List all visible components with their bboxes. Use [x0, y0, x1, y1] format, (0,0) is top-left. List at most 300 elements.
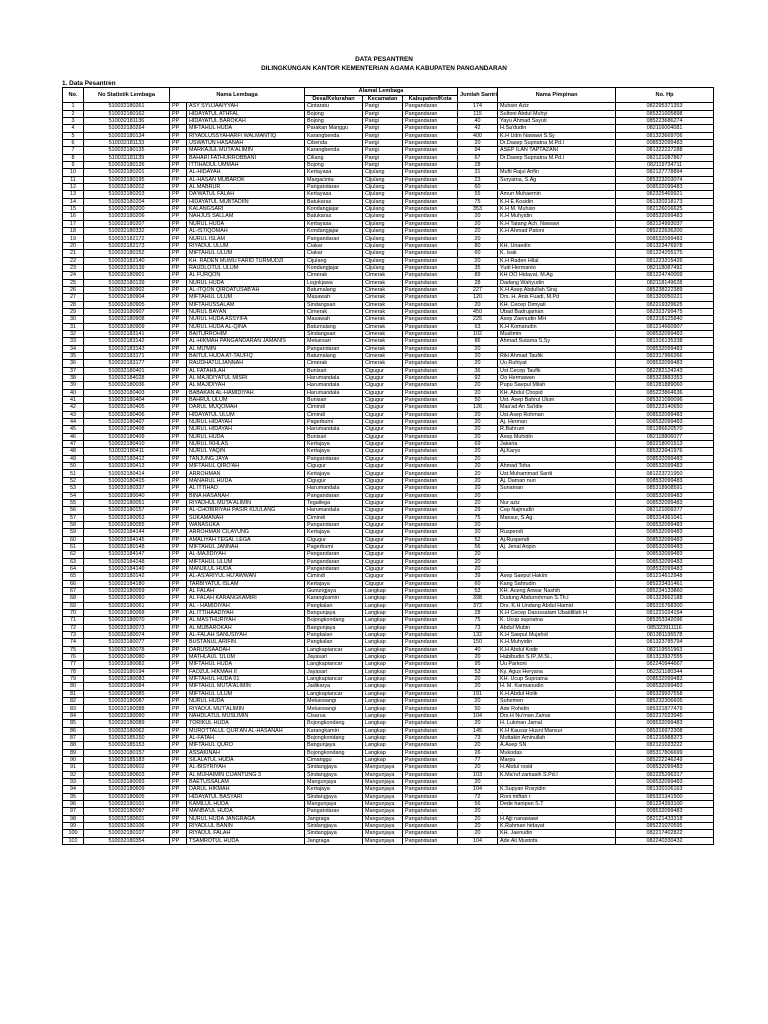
cell-type: PP: [170, 382, 187, 389]
cell-pimpinan: KH. Cecep Dimyati: [498, 301, 616, 308]
cell-type: PP: [170, 301, 187, 308]
cell-type: PP: [170, 286, 187, 293]
table-row: [63, 734, 714, 741]
cell-no: 58: [63, 521, 84, 528]
cell-santri: 73: [458, 734, 498, 741]
cell-nsl: 510032180077: [84, 639, 170, 646]
cell-kecamatan: Langkap: [363, 595, 403, 602]
cell-desa: Mekarwangi: [305, 698, 363, 705]
cell-type: PP: [170, 110, 187, 117]
cell-santri: 20: [458, 764, 498, 771]
table-row: [63, 154, 714, 161]
cell-type: PP: [170, 815, 187, 822]
cell-desa: Mekarwangi: [305, 705, 363, 712]
cell-kabupaten: Pangandaran: [403, 529, 458, 536]
cell-hp: 008532099483: [616, 676, 714, 683]
cell-kecamatan: Mangunjaya: [363, 786, 403, 793]
cell-type: PP: [170, 375, 187, 382]
table-row: [63, 595, 714, 602]
cell-nama: ASY SYUJAAIYYAH: [187, 103, 305, 110]
cell-pimpinan: [498, 565, 616, 572]
cell-nsl: 510032180148: [84, 543, 170, 550]
cell-kabupaten: Pangandaran: [403, 764, 458, 771]
cell-pimpinan: K.H E.Kosidin: [498, 198, 616, 205]
header-jumlah-santri: Jumlah Santri: [458, 88, 498, 103]
cell-santri: 104: [458, 712, 498, 719]
cell-no: 6: [63, 140, 84, 147]
cell-kecamatan: Cigugur: [363, 558, 403, 565]
cell-santri: 20: [458, 257, 498, 264]
cell-kecamatan: Mangunjaya: [363, 815, 403, 822]
cell-kabupaten: Pangandaran: [403, 470, 458, 477]
cell-desa: Legokjawa: [305, 279, 363, 286]
cell-kabupaten: Pangandaran: [403, 411, 458, 418]
cell-hp: 008532099483: [616, 213, 714, 220]
cell-kabupaten: Pangandaran: [403, 338, 458, 345]
cell-type: PP: [170, 830, 187, 837]
cell-nsl: 510032180157: [84, 749, 170, 756]
cell-hp: 008532099483: [616, 521, 714, 528]
cell-no: 13: [63, 191, 84, 198]
cell-no: 28: [63, 301, 84, 308]
cell-hp: 081214660907: [616, 323, 714, 330]
cell-nsl: 510032180139: [84, 264, 170, 271]
cell-pimpinan: [498, 521, 616, 528]
table-row: [63, 778, 714, 785]
cell-hp: 008532099483: [616, 764, 714, 771]
table-row: [63, 301, 714, 308]
cell-pimpinan: Muttakin Aminullah: [498, 734, 616, 741]
cell-no: 23: [63, 264, 84, 271]
cell-santri: 67: [458, 154, 498, 161]
cell-pimpinan: Riki Ahmad Taufik: [498, 352, 616, 359]
cell-kecamatan: Cigugur: [363, 448, 403, 455]
cell-nama: RIYADUL ULUM: [187, 242, 305, 249]
cell-no: 39: [63, 382, 84, 389]
table-row: [63, 103, 714, 110]
table-row: [63, 286, 714, 293]
cell-type: PP: [170, 272, 187, 279]
cell-nama: NURUL ISLAM: [187, 235, 305, 242]
cell-type: PP: [170, 749, 187, 756]
cell-hp: 008532099483: [616, 330, 714, 337]
cell-no: 22: [63, 257, 84, 264]
cell-pimpinan: KH. Jaenudin: [498, 830, 616, 837]
cell-nama: AL MUBAROKAH: [187, 624, 305, 631]
cell-kabupaten: Pangandaran: [403, 235, 458, 242]
cell-no: 71: [63, 617, 84, 624]
cell-santri: 102: [458, 330, 498, 337]
cell-hp: 082219329625: [616, 301, 714, 308]
cell-hp: 085321341500: [616, 793, 714, 800]
cell-nama: RAUDHATULJANNAH: [187, 360, 305, 367]
cell-santri: 20: [458, 830, 498, 837]
cell-kabupaten: Pangandaran: [403, 323, 458, 330]
table-row: [63, 448, 714, 455]
cell-nama: BAHARI FATHURROBBANI: [187, 154, 305, 161]
cell-pimpinan: H.Sa'dudin: [498, 125, 616, 132]
cell-nama: MIFTAHUL QIRO'AH: [187, 463, 305, 470]
cell-nama: ASSAKINAH: [187, 749, 305, 756]
cell-pimpinan: Ruspendi: [498, 529, 616, 536]
cell-pimpinan: Ky. Agus Heryana: [498, 668, 616, 675]
cell-kabupaten: Pangandaran: [403, 367, 458, 374]
cell-hp: 082119551963: [616, 646, 714, 653]
cell-nama: RIYADLUL BANIN: [187, 822, 305, 829]
cell-hp: 081320106163: [616, 786, 714, 793]
cell-pimpinan: Dede hanipan S.T: [498, 800, 616, 807]
cell-no: 79: [63, 676, 84, 683]
cell-pimpinan: Uu Parkoni: [498, 661, 616, 668]
cell-santri: 94: [458, 147, 498, 154]
cell-type: PP: [170, 117, 187, 124]
cell-santri: 72: [458, 793, 498, 800]
cell-nsl: 510032184149: [84, 565, 170, 572]
cell-pimpinan: [498, 778, 616, 785]
cell-desa: Harumandala: [305, 507, 363, 514]
cell-nama: MIFTAHUL ULUM: [187, 690, 305, 697]
cell-type: PP: [170, 294, 187, 301]
cell-desa: Langkapiancar: [305, 646, 363, 653]
cell-hp: 085323941976: [616, 448, 714, 455]
cell-kabupaten: Pangandaran: [403, 639, 458, 646]
cell-santri: 126: [458, 404, 498, 411]
cell-type: PP: [170, 198, 187, 205]
cell-santri: 20: [458, 565, 498, 572]
cell-no: 55: [63, 499, 84, 506]
cell-desa: Sindangjaya: [305, 793, 363, 800]
table-row: [63, 433, 714, 440]
cell-pimpinan: K.H Abdul Kodir: [498, 646, 616, 653]
table-row: [63, 294, 714, 301]
cell-hp: 085234133860: [616, 587, 714, 594]
cell-nsl: 510032180202: [84, 184, 170, 191]
table-row: [63, 742, 714, 749]
cell-type: PP: [170, 720, 187, 727]
cell-pimpinan: H. Lukman Jamal: [498, 720, 616, 727]
cell-no: 83: [63, 705, 84, 712]
pesantren-table: [62, 87, 714, 845]
cell-santri: 20: [458, 742, 498, 749]
cell-no: 97: [63, 808, 84, 815]
cell-kecamatan: Mangunjaya: [363, 830, 403, 837]
cell-nama: MATHLAUL 'ULUM: [187, 654, 305, 661]
cell-desa: Cigugur: [305, 463, 363, 470]
table-row: [63, 308, 714, 315]
table-row: [63, 756, 714, 763]
cell-santri: 145: [458, 727, 498, 734]
cell-santri: 20: [458, 521, 498, 528]
cell-type: PP: [170, 573, 187, 580]
cell-nama: HIDAYATUL MUBTADIIN: [187, 198, 305, 205]
cell-kecamatan: Parigi: [363, 125, 403, 132]
table-row: [63, 808, 714, 815]
cell-pimpinan: Muslimin: [498, 330, 616, 337]
cell-desa: Margacinta: [305, 176, 363, 183]
header-no: No.: [63, 88, 84, 103]
table-row: [63, 441, 714, 448]
cell-no: 42: [63, 404, 84, 411]
cell-desa: Batumalang: [305, 352, 363, 359]
cell-desa: Pangandaran: [305, 235, 363, 242]
table-row: [63, 536, 714, 543]
cell-desa: Harumandala: [305, 382, 363, 389]
cell-hp: 008532099483: [616, 778, 714, 785]
cell-kecamatan: Cimerak: [363, 279, 403, 286]
cell-santri: 50: [458, 705, 498, 712]
cell-type: PP: [170, 727, 187, 734]
cell-no: 21: [63, 250, 84, 257]
cell-pimpinan: Aj. Daman nuri: [498, 477, 616, 484]
cell-santri: 28: [458, 279, 498, 286]
cell-santri: 86: [458, 338, 498, 345]
cell-no: 2: [63, 110, 84, 117]
cell-type: PP: [170, 147, 187, 154]
cell-nsl: 510032180078: [84, 646, 170, 653]
cell-kabupaten: Pangandaran: [403, 455, 458, 462]
cell-santri: 20: [458, 213, 498, 220]
cell-santri: 20: [458, 551, 498, 558]
cell-nsl: 510032180401: [84, 367, 170, 374]
cell-santri: 20: [458, 448, 498, 455]
cell-nama: AL-FATAH: [187, 734, 305, 741]
cell-kabupaten: Pangandaran: [403, 800, 458, 807]
cell-hp: 081320218173: [616, 198, 714, 205]
cell-nsl: 510032185153: [84, 742, 170, 749]
cell-desa: Cibenda: [305, 140, 363, 147]
cell-no: 77: [63, 661, 84, 668]
cell-nama: KALANGSARI: [187, 206, 305, 213]
cell-pimpinan: Ade Ali Mustofa: [498, 837, 616, 844]
table-row: [63, 345, 714, 352]
cell-desa: Cimindi: [305, 404, 363, 411]
cell-kabupaten: Pangandaran: [403, 176, 458, 183]
table-row: [63, 602, 714, 609]
cell-santri: 115: [458, 110, 498, 117]
table-row: [63, 455, 714, 462]
cell-desa: Tegallega: [305, 499, 363, 506]
table-row: [63, 125, 714, 132]
cell-kabupaten: Pangandaran: [403, 352, 458, 359]
cell-no: 51: [63, 470, 84, 477]
cell-kecamatan: Langkap: [363, 624, 403, 631]
cell-type: PP: [170, 529, 187, 536]
cell-hp: 085232306605: [616, 698, 714, 705]
cell-pimpinan: ASEP ILAN TAPTAZANI: [498, 147, 616, 154]
cell-hp: 081224740009: [616, 272, 714, 279]
table-row: [63, 206, 714, 213]
cell-hp: 081323669706: [616, 132, 714, 139]
cell-kecamatan: Cigugur: [363, 492, 403, 499]
cell-no: 15: [63, 206, 84, 213]
header-nsl: No Statistik Lembaga: [84, 88, 170, 103]
cell-kabupaten: Pangandaran: [403, 543, 458, 550]
cell-nsl: 510032181136: [84, 117, 170, 124]
cell-no: 76: [63, 654, 84, 661]
cell-hp: 085321005898: [616, 110, 714, 117]
cell-santri: 20: [458, 382, 498, 389]
cell-type: PP: [170, 140, 187, 147]
cell-no: 99: [63, 822, 84, 829]
table-row: [63, 837, 714, 844]
cell-desa: Pangandaran: [305, 184, 363, 191]
cell-no: 84: [63, 712, 84, 719]
cell-nsl: 510032180040: [84, 492, 170, 499]
cell-no: 12: [63, 184, 84, 191]
cell-pimpinan: Aj. Herman: [498, 419, 616, 426]
cell-type: PP: [170, 213, 187, 220]
cell-pimpinan: K. Ucup supriatna: [498, 617, 616, 624]
cell-nama: RIYADUL MUT'ALIMIN: [187, 705, 305, 712]
cell-no: 50: [63, 463, 84, 470]
cell-no: 74: [63, 639, 84, 646]
cell-nsl: 510032184145: [84, 536, 170, 543]
cell-pimpinan: K.Supyan Rosyidin: [498, 786, 616, 793]
cell-type: PP: [170, 551, 187, 558]
cell-hp: 085329937558: [616, 690, 714, 697]
cell-santri: 20: [458, 815, 498, 822]
cell-type: PP: [170, 352, 187, 359]
cell-nama: AL-ISTIQOMAH: [187, 228, 305, 235]
cell-hp: 008532099483: [616, 492, 714, 499]
table-row: [63, 661, 714, 668]
cell-kabupaten: Pangandaran: [403, 734, 458, 741]
cell-hp: 008532099483: [616, 477, 714, 484]
cell-nsl: 510032180080: [84, 654, 170, 661]
cell-nsl: 510032180337: [84, 485, 170, 492]
cell-desa: Pangandaran: [305, 345, 363, 352]
cell-pimpinan: Roni miftah r: [498, 793, 616, 800]
cell-desa: Cimanggu: [305, 756, 363, 763]
cell-santri: 120: [458, 294, 498, 301]
cell-no: 81: [63, 690, 84, 697]
cell-hp: 081313937555: [616, 654, 714, 661]
cell-nsl: 510032184148: [84, 558, 170, 565]
cell-hp: 008532099483: [616, 184, 714, 191]
cell-type: PP: [170, 639, 187, 646]
header-no-hp: No. Hp: [616, 88, 714, 103]
cell-santri: 227: [458, 286, 498, 293]
cell-santri: 20: [458, 808, 498, 815]
cell-hp: 082218001513: [616, 441, 714, 448]
cell-pimpinan: Dudung Abdurrohman S.Th.I: [498, 595, 616, 602]
cell-hp: 085323911116: [616, 624, 714, 631]
cell-hp: 081323476978: [616, 242, 714, 249]
header-kecamatan: Kecamatan: [363, 96, 403, 103]
cell-hp: 008532099483: [616, 720, 714, 727]
cell-hp: 082321180344: [616, 668, 714, 675]
cell-nsl: 510032185183: [84, 756, 170, 763]
cell-no: 34: [63, 345, 84, 352]
cell-pimpinan: K. Isak: [498, 250, 616, 257]
cell-type: PP: [170, 433, 187, 440]
cell-nama: TSAMROTUL HUDA: [187, 837, 305, 844]
cell-nsl: 510032180061: [84, 602, 170, 609]
cell-santri: 31: [458, 169, 498, 176]
cell-nsl: 510032180090: [84, 712, 170, 719]
cell-kabupaten: Pangandaran: [403, 286, 458, 293]
cell-kabupaten: Pangandaran: [403, 587, 458, 594]
cell-nsl: 510032180408: [84, 426, 170, 433]
cell-no: 59: [63, 529, 84, 536]
cell-pimpinan: Ahmad Toha: [498, 463, 616, 470]
cell-kabupaten: Pangandaran: [403, 382, 458, 389]
cell-santri: 20: [458, 352, 498, 359]
table-row: [63, 786, 714, 793]
cell-nama: MIFTAHUL MUTA'ALIMIN: [187, 683, 305, 690]
cell-nsl: 510032180082: [84, 661, 170, 668]
cell-kecamatan: Cigugur: [363, 419, 403, 426]
cell-nsl: 510032180093: [84, 778, 170, 785]
table-row: [63, 242, 714, 249]
cell-kabupaten: Pangandaran: [403, 463, 458, 470]
cell-santri: 20: [458, 698, 498, 705]
cell-kabupaten: Pangandaran: [403, 676, 458, 683]
cell-desa: Jangraga: [305, 837, 363, 844]
cell-no: 48: [63, 448, 84, 455]
table-row: [63, 147, 714, 154]
table-row: [63, 279, 714, 286]
cell-nsl: 510032180404: [84, 397, 170, 404]
cell-pimpinan: [498, 235, 616, 242]
cell-kecamatan: Cigugur: [363, 514, 403, 521]
cell-type: PP: [170, 646, 187, 653]
cell-hp: 081323662188: [616, 595, 714, 602]
table-row: [63, 690, 714, 697]
cell-hp: 008532099483: [616, 808, 714, 815]
cell-kecamatan: Cimerak: [363, 323, 403, 330]
cell-kecamatan: Parigi: [363, 132, 403, 139]
cell-nama: SILALATUL HUDA: [187, 756, 305, 763]
cell-pimpinan: Cep Najmudin: [498, 507, 616, 514]
table-row: [63, 499, 714, 506]
cell-kecamatan: Mangunjaya: [363, 837, 403, 844]
cell-kabupaten: Pangandaran: [403, 815, 458, 822]
cell-desa: Bojongkondang: [305, 720, 363, 727]
cell-nama: AL - HAMIDIYAH: [187, 602, 305, 609]
cell-type: PP: [170, 220, 187, 227]
cell-nama: AL-ITQON QIROATUSAB'AH: [187, 286, 305, 293]
cell-nsl: 510032180059: [84, 587, 170, 594]
cell-desa: Pangkalan: [305, 632, 363, 639]
cell-no: 14: [63, 198, 84, 205]
cell-hp: 085323203074: [616, 176, 714, 183]
cell-pimpinan: Yudi Hermanto: [498, 264, 616, 271]
cell-nsl: 510032180203: [84, 191, 170, 198]
cell-nsl: 510032180070: [84, 617, 170, 624]
cell-santri: 20: [458, 683, 498, 690]
cell-desa: Pangandaran: [305, 565, 363, 572]
cell-nama: DARUL MUQOMAH: [187, 404, 305, 411]
cell-kecamatan: Cijulang: [363, 213, 403, 220]
cell-kecamatan: Cijulang: [363, 250, 403, 257]
cell-type: PP: [170, 565, 187, 572]
cell-nama: AL MUHAIMIN CIJANTUNG 3: [187, 771, 305, 778]
cell-kabupaten: Pangandaran: [403, 426, 458, 433]
cell-pimpinan: R.Bahrum: [498, 426, 616, 433]
cell-nama: AL FALAH: [187, 587, 305, 594]
cell-kecamatan: Cimerak: [363, 345, 403, 352]
cell-nama: MIFTAHUL ULUM: [187, 250, 305, 257]
cell-desa: Bojongkondang: [305, 749, 363, 756]
cell-hp: 081322227288: [616, 147, 714, 154]
cell-nsl: 510032181139: [84, 154, 170, 161]
cell-nsl: 510032180157: [84, 507, 170, 514]
cell-kabupaten: Pangandaran: [403, 756, 458, 763]
cell-no: 25: [63, 279, 84, 286]
cell-pimpinan: Suhemen: [498, 698, 616, 705]
cell-kabupaten: Pangandaran: [403, 822, 458, 829]
